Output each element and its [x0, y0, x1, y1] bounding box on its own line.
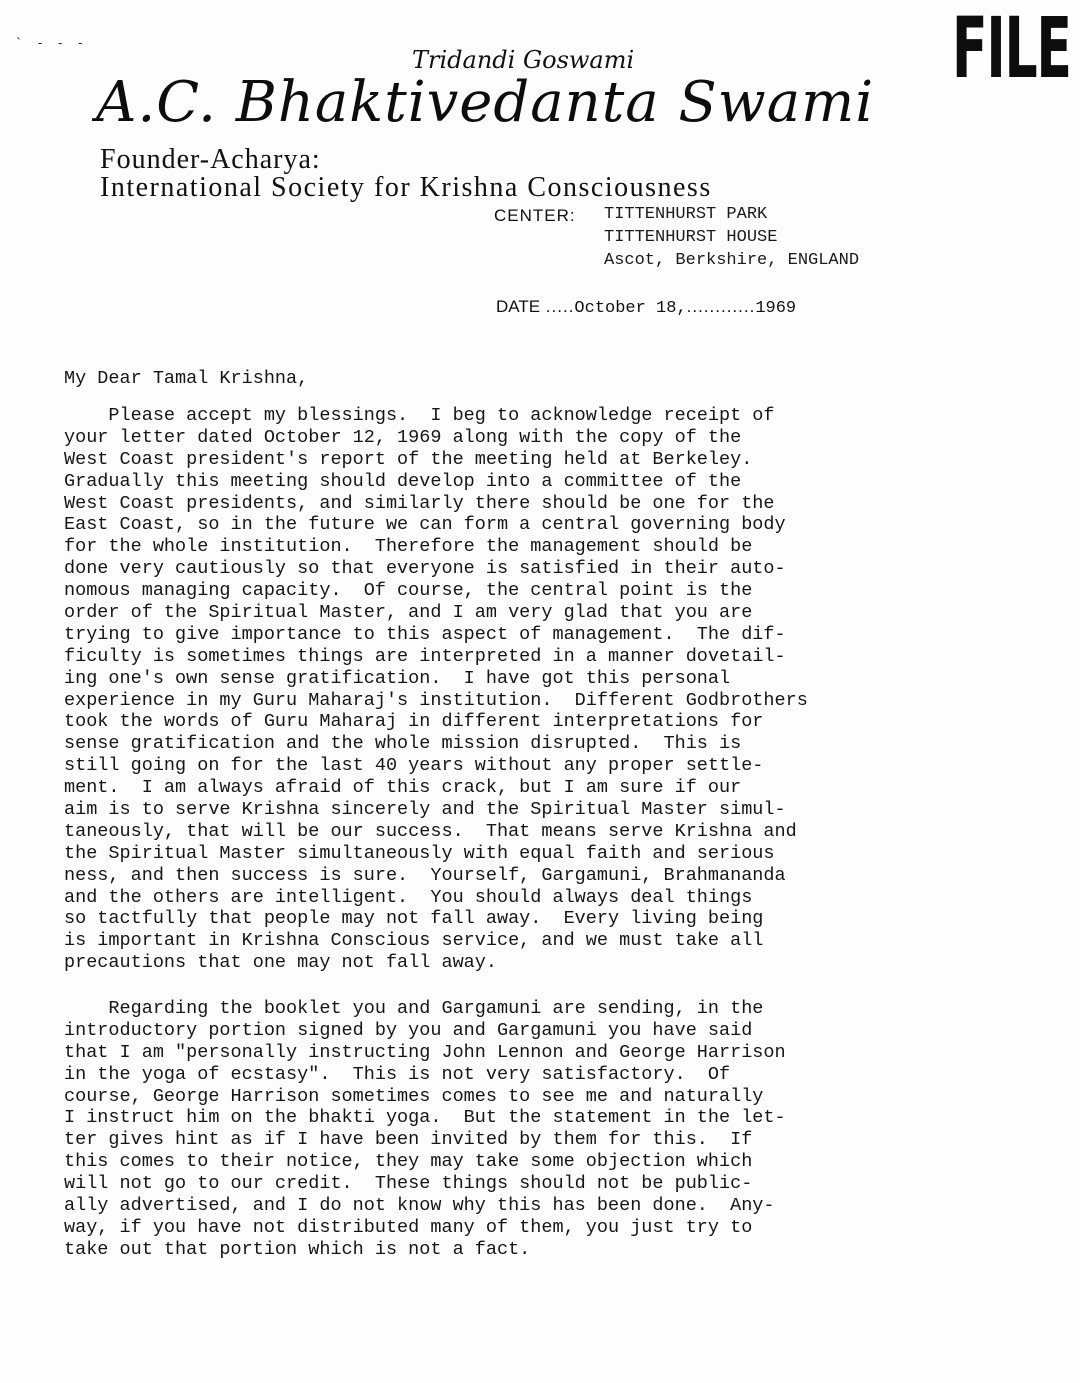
file-stamp: FILE	[952, 0, 1071, 97]
paragraph-line: and the others are intelligent. You should always deal things	[64, 886, 753, 908]
date-label: DATE	[496, 297, 541, 316]
paragraph-line: nomous managing capacity. Of course, the central point is the	[64, 580, 753, 602]
letterhead-society: International Society for Krishna Consciousness	[100, 172, 712, 203]
date-leader-dots: .....	[540, 297, 575, 316]
paragraph-line: will not go to our credit. These things should not be public-	[64, 1173, 753, 1195]
paragraph-line: your letter dated October 12, 1969 along with the copy of the	[64, 426, 742, 448]
letterhead-name: A.C. Bhaktivedanta Swami	[96, 70, 875, 135]
center-address-line: TITTENHURST PARK	[604, 205, 768, 224]
date-value: October 18,	[574, 299, 687, 318]
paragraph-line: ally advertised, and I do not know why this has been done. Any-	[64, 1195, 775, 1217]
paragraph-line: that I am "personally instructing John Lennon and George Harrison	[64, 1041, 786, 1063]
paragraph-2	[64, 998, 1044, 1261]
paragraph-line: course, George Harrison sometimes comes to see me and naturally	[64, 1085, 764, 1107]
paragraph-line: taneously, that will be our success. That means serve Krishna and	[64, 820, 797, 842]
paragraph-line: West Coast president's report of the meeting held at Berkeley.	[64, 448, 753, 470]
corner-marks: ` - - -	[16, 36, 89, 50]
paragraph-line: ness, and then success is sure. Yourself, Gargamuni, Brahmananda	[64, 864, 786, 886]
paragraph-line: introductory portion signed by you and Gargamuni you have said	[64, 1019, 753, 1041]
paragraph-line: aim is to serve Krishna sincerely and the Spiritual Master simul-	[64, 799, 786, 821]
letterhead-title: Tridandi Goswami	[412, 46, 635, 74]
paragraph-line: way, if you have not distributed many of them, you just try to	[64, 1216, 753, 1238]
salutation: My Dear Tamal Krishna,	[64, 368, 309, 389]
date-line	[496, 297, 796, 318]
paragraph-line: Please accept my blessings. I beg to acknowledge receipt of	[64, 405, 775, 426]
paragraph-line: take out that portion which is not a fact.	[64, 1238, 531, 1260]
date-year: 1969	[755, 299, 797, 318]
paragraph-line: ficulty is sometimes things are interpreted in a manner dovetail-	[64, 645, 786, 667]
date-leader-dots: ............	[686, 297, 756, 316]
center-label: CENTER:	[494, 206, 576, 225]
paragraph-line: in the yoga of ecstasy". This is not very satisfactory. Of	[64, 1063, 731, 1085]
paragraph-line: precautions that one may not fall away.	[64, 952, 497, 974]
paragraph-line: Gradually this meeting should develop into a committee of the	[64, 470, 742, 492]
paragraph-1	[64, 405, 1044, 974]
paragraph-line: Regarding the booklet you and Gargamuni are sending, in the	[64, 998, 764, 1019]
center-address	[604, 203, 859, 272]
paragraph-line: ter gives hint as if I have been invited by them for this. If	[64, 1129, 753, 1151]
paragraph-line: experience in my Guru Maharaj's institution. Different Godbrothers	[64, 689, 808, 711]
center-address-line: Ascot, Berkshire, ENGLAND	[604, 251, 860, 270]
paragraph-line: ing one's own sense gratification. I have got this personal	[64, 667, 731, 689]
paragraph-line: done very cautiously so that everyone is satisfied in their auto-	[64, 558, 786, 580]
paragraph-line: order of the Spiritual Master, and I am very glad that you are	[64, 602, 753, 624]
paragraph-line: West Coast presidents, and similarly there should be one for the	[64, 492, 775, 514]
paragraph-line: trying to give importance to this aspect of management. The dif-	[64, 623, 786, 645]
paragraph-line: ment. I am always afraid of this crack, but I am sure if our	[64, 777, 742, 799]
paragraph-line: for the whole institution. Therefore the management should be	[64, 536, 753, 558]
paragraph-line: East Coast, so in the future we can form a central governing body	[64, 514, 786, 536]
paragraph-line: so tactfully that people may not fall away. Every living being	[64, 908, 764, 930]
center-address-line: TITTENHURST HOUSE	[604, 228, 778, 247]
paragraph-line: the Spiritual Master simultaneously with equal faith and serious	[64, 842, 775, 864]
paragraph-line: this comes to their notice, they may take some objection which	[64, 1151, 753, 1173]
paragraph-line: took the words of Guru Maharaj in different interpretations for	[64, 711, 764, 733]
paragraph-line: I instruct him on the bhakti yoga. But the statement in the let-	[64, 1107, 786, 1129]
paragraph-line: still going on for the last 40 years without any proper settle-	[64, 755, 764, 777]
paragraph-line: sense gratification and the whole mission disrupted. This is	[64, 733, 742, 755]
paragraph-line: is important in Krishna Conscious service, and we must take all	[64, 930, 764, 952]
letterhead-role: Founder-Acharya:	[100, 144, 321, 175]
